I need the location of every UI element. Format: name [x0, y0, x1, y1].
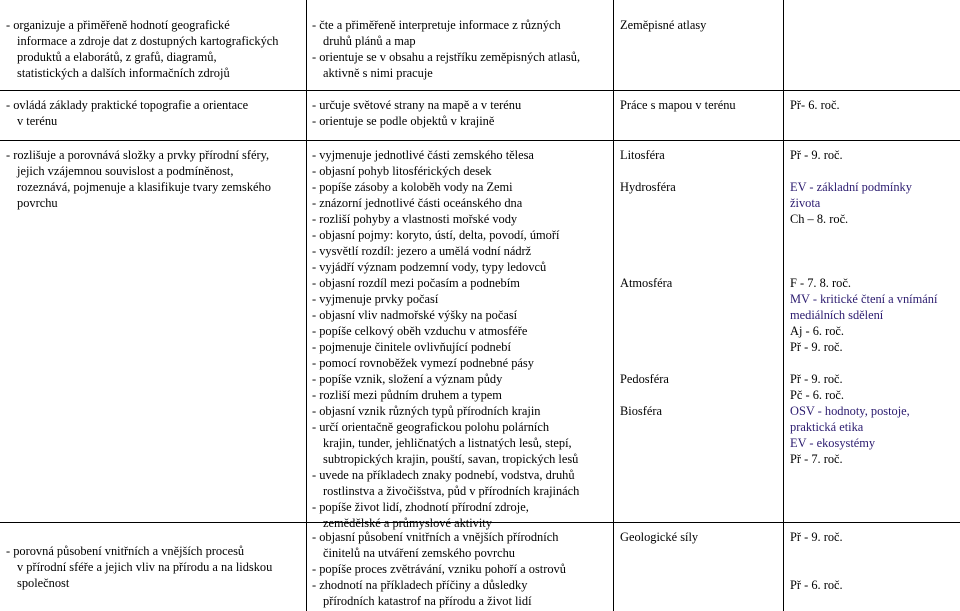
text-line: - organizuje a přiměřeně hodnotí geografické: [6, 18, 230, 32]
row-1-content: [312, 17, 608, 81]
cross-reference: OSV - hodnoty, postoje,: [790, 404, 910, 418]
text-line: - pojmenuje činitele ovlivňující podnebí: [312, 340, 511, 354]
row-2-topic: [620, 97, 780, 113]
text-line: subtropických krajin, pouští, savan, tropických lesů: [323, 452, 579, 466]
text-line: informace a zdroje dat z dostupných kartografických: [17, 34, 279, 48]
text-line: - objasní působení vnitřních a vnějších přírodních: [312, 530, 559, 544]
cross-reference: Př - 9. roč.: [790, 372, 843, 386]
cross-reference: Př - 6. roč.: [790, 578, 843, 592]
text-line: povrchu: [17, 196, 58, 210]
cross-reference: EV - ekosystémy: [790, 436, 876, 450]
cross-reference: Aj - 6. roč.: [790, 324, 845, 338]
text-line: - ovládá základy praktické topografie a orientace: [6, 98, 249, 112]
text-line: - čte a přiměřeně interpretuje informace z různých: [312, 18, 561, 32]
cross-reference: života: [790, 196, 821, 210]
row-2-content: [312, 97, 608, 129]
column-divider: [783, 0, 784, 611]
row-4-content: [312, 529, 608, 609]
row-4-topic: [620, 529, 780, 545]
text-line: - popíše život lidí, zhodnotí přírodní zdroje,: [312, 500, 529, 514]
cross-reference: Př - 9. roč.: [790, 340, 843, 354]
topic-label: Atmosféra: [620, 276, 673, 290]
text-line: - znázorní jednotlivé části oceánského dna: [312, 196, 523, 210]
row-2-notes: [790, 97, 958, 113]
text-line: společnost: [17, 576, 70, 590]
topic-label: Zeměpisné atlasy: [620, 18, 707, 32]
cross-reference: Pč - 6. roč.: [790, 388, 845, 402]
cross-reference: mediálních sdělení: [790, 308, 884, 322]
text-line: - zhodnotí na příkladech příčiny a důsledky: [312, 578, 528, 592]
cross-reference: praktická etika: [790, 420, 864, 434]
text-line: krajin, tunder, jehličnatých a listnatých lesů, stepí,: [323, 436, 572, 450]
text-line: - popíše vznik, složení a význam půdy: [312, 372, 503, 386]
row-3-notes: [790, 147, 958, 467]
topic-label: Pedosféra: [620, 372, 669, 386]
topic-label: Geologické síly: [620, 530, 699, 544]
text-line: v terénu: [17, 114, 58, 128]
row-2-outcomes: [6, 97, 302, 129]
text-line: - orientuje se podle objektů v krajině: [312, 114, 495, 128]
text-line: - popíše celkový oběh vzduchu v atmosféře: [312, 324, 528, 338]
text-line: činitelů na utváření zemského povrchu: [323, 546, 515, 560]
text-line: - rozlišuje a porovnává složky a prvky přírodní sféry,: [6, 148, 270, 162]
text-line: - pomocí rovnoběžek vymezí podnebné pásy: [312, 356, 534, 370]
text-line: - vyjmenuje prvky počasí: [312, 292, 439, 306]
text-line: - objasní pojmy: koryto, ústí, delta, povodí, úmoří: [312, 228, 560, 242]
text-line: rostlinstva a živočišstva, půd v přírodních krajinách: [323, 484, 580, 498]
cross-reference: Př - 9. roč.: [790, 530, 843, 544]
column-divider: [306, 0, 307, 611]
cross-reference: EV - základní podmínky: [790, 180, 912, 194]
row-1-topic: [620, 17, 780, 33]
text-line: druhů plánů a map: [323, 34, 416, 48]
text-line: zemědělské a průmyslové aktivity: [323, 516, 492, 530]
text-line: - porovná působení vnitřních a vnějších procesů: [6, 544, 245, 558]
cross-reference: Př - 7. roč.: [790, 452, 843, 466]
text-line: aktivně s nimi pracuje: [323, 66, 433, 80]
text-line: v přírodní sféře a jejich vliv na přírodu a na lidskou: [17, 560, 273, 574]
cross-reference: MV - kritické čtení a vnímání: [790, 292, 938, 306]
text-line: - objasní vliv nadmořské výšky na počasí: [312, 308, 518, 322]
text-line: produktů a elaborátů, z grafů, diagramů,: [17, 50, 217, 64]
text-line: - rozliší pohyby a vlastnosti mořské vody: [312, 212, 518, 226]
text-line: - objasní rozdíl mezi počasím a podnebím: [312, 276, 520, 290]
row-4-notes: [790, 529, 958, 593]
row-3-topics: [620, 147, 780, 419]
text-line: - určuje světové strany na mapě a v terénu: [312, 98, 522, 112]
text-line: jejich vzájemnou souvislost a podmíněnost,: [17, 164, 234, 178]
text-line: - orientuje se v obsahu a rejstříku zeměpisných atlasů,: [312, 50, 581, 64]
text-line: - vyjádří význam podzemní vody, typy ledovců: [312, 260, 547, 274]
cross-reference: Př - 9. roč.: [790, 148, 843, 162]
text-line: - určí orientačně geografickou polohu polárních: [312, 420, 550, 434]
topic-label: Litosféra: [620, 148, 665, 162]
text-line: - objasní vznik různých typů přírodních krajin: [312, 404, 541, 418]
row-divider: [0, 90, 960, 91]
topic-label: Hydrosféra: [620, 180, 676, 194]
text-line: - vyjmenuje jednotlivé části zemského tělesa: [312, 148, 534, 162]
row-divider: [0, 140, 960, 141]
text-line: - popíše zásoby a koloběh vody na Zemi: [312, 180, 513, 194]
text-line: - popíše proces zvětrávání, vzniku pohoří a ostrovů: [312, 562, 566, 576]
topic-label: Biosféra: [620, 404, 662, 418]
text-line: - vysvětlí rozdíl: jezero a umělá vodní nádrž: [312, 244, 532, 258]
text-line: přírodních katastrof na přírodu a život lidí: [323, 594, 532, 608]
text-line: - uvede na příkladech znaky podnebí, vodstva, druhů: [312, 468, 575, 482]
row-3-content: [312, 147, 608, 531]
cross-reference: F - 7. 8. roč.: [790, 276, 851, 290]
text-line: statistických a dalších informačních zdrojů: [17, 66, 230, 80]
row-3-outcomes: [6, 147, 302, 211]
text-line: rozeznává, pojmenuje a klasifikuje tvary zemského: [17, 180, 271, 194]
cross-reference: Ch – 8. roč.: [790, 212, 849, 226]
cross-reference: Př- 6. roč.: [790, 98, 840, 112]
row-1-outcomes: [6, 17, 302, 81]
column-divider: [613, 0, 614, 611]
topic-label: Práce s mapou v terénu: [620, 98, 736, 112]
row-4-outcomes: [6, 543, 302, 591]
text-line: - rozliší mezi půdním druhem a typem: [312, 388, 502, 402]
text-line: - objasní pohyb litosférických desek: [312, 164, 492, 178]
